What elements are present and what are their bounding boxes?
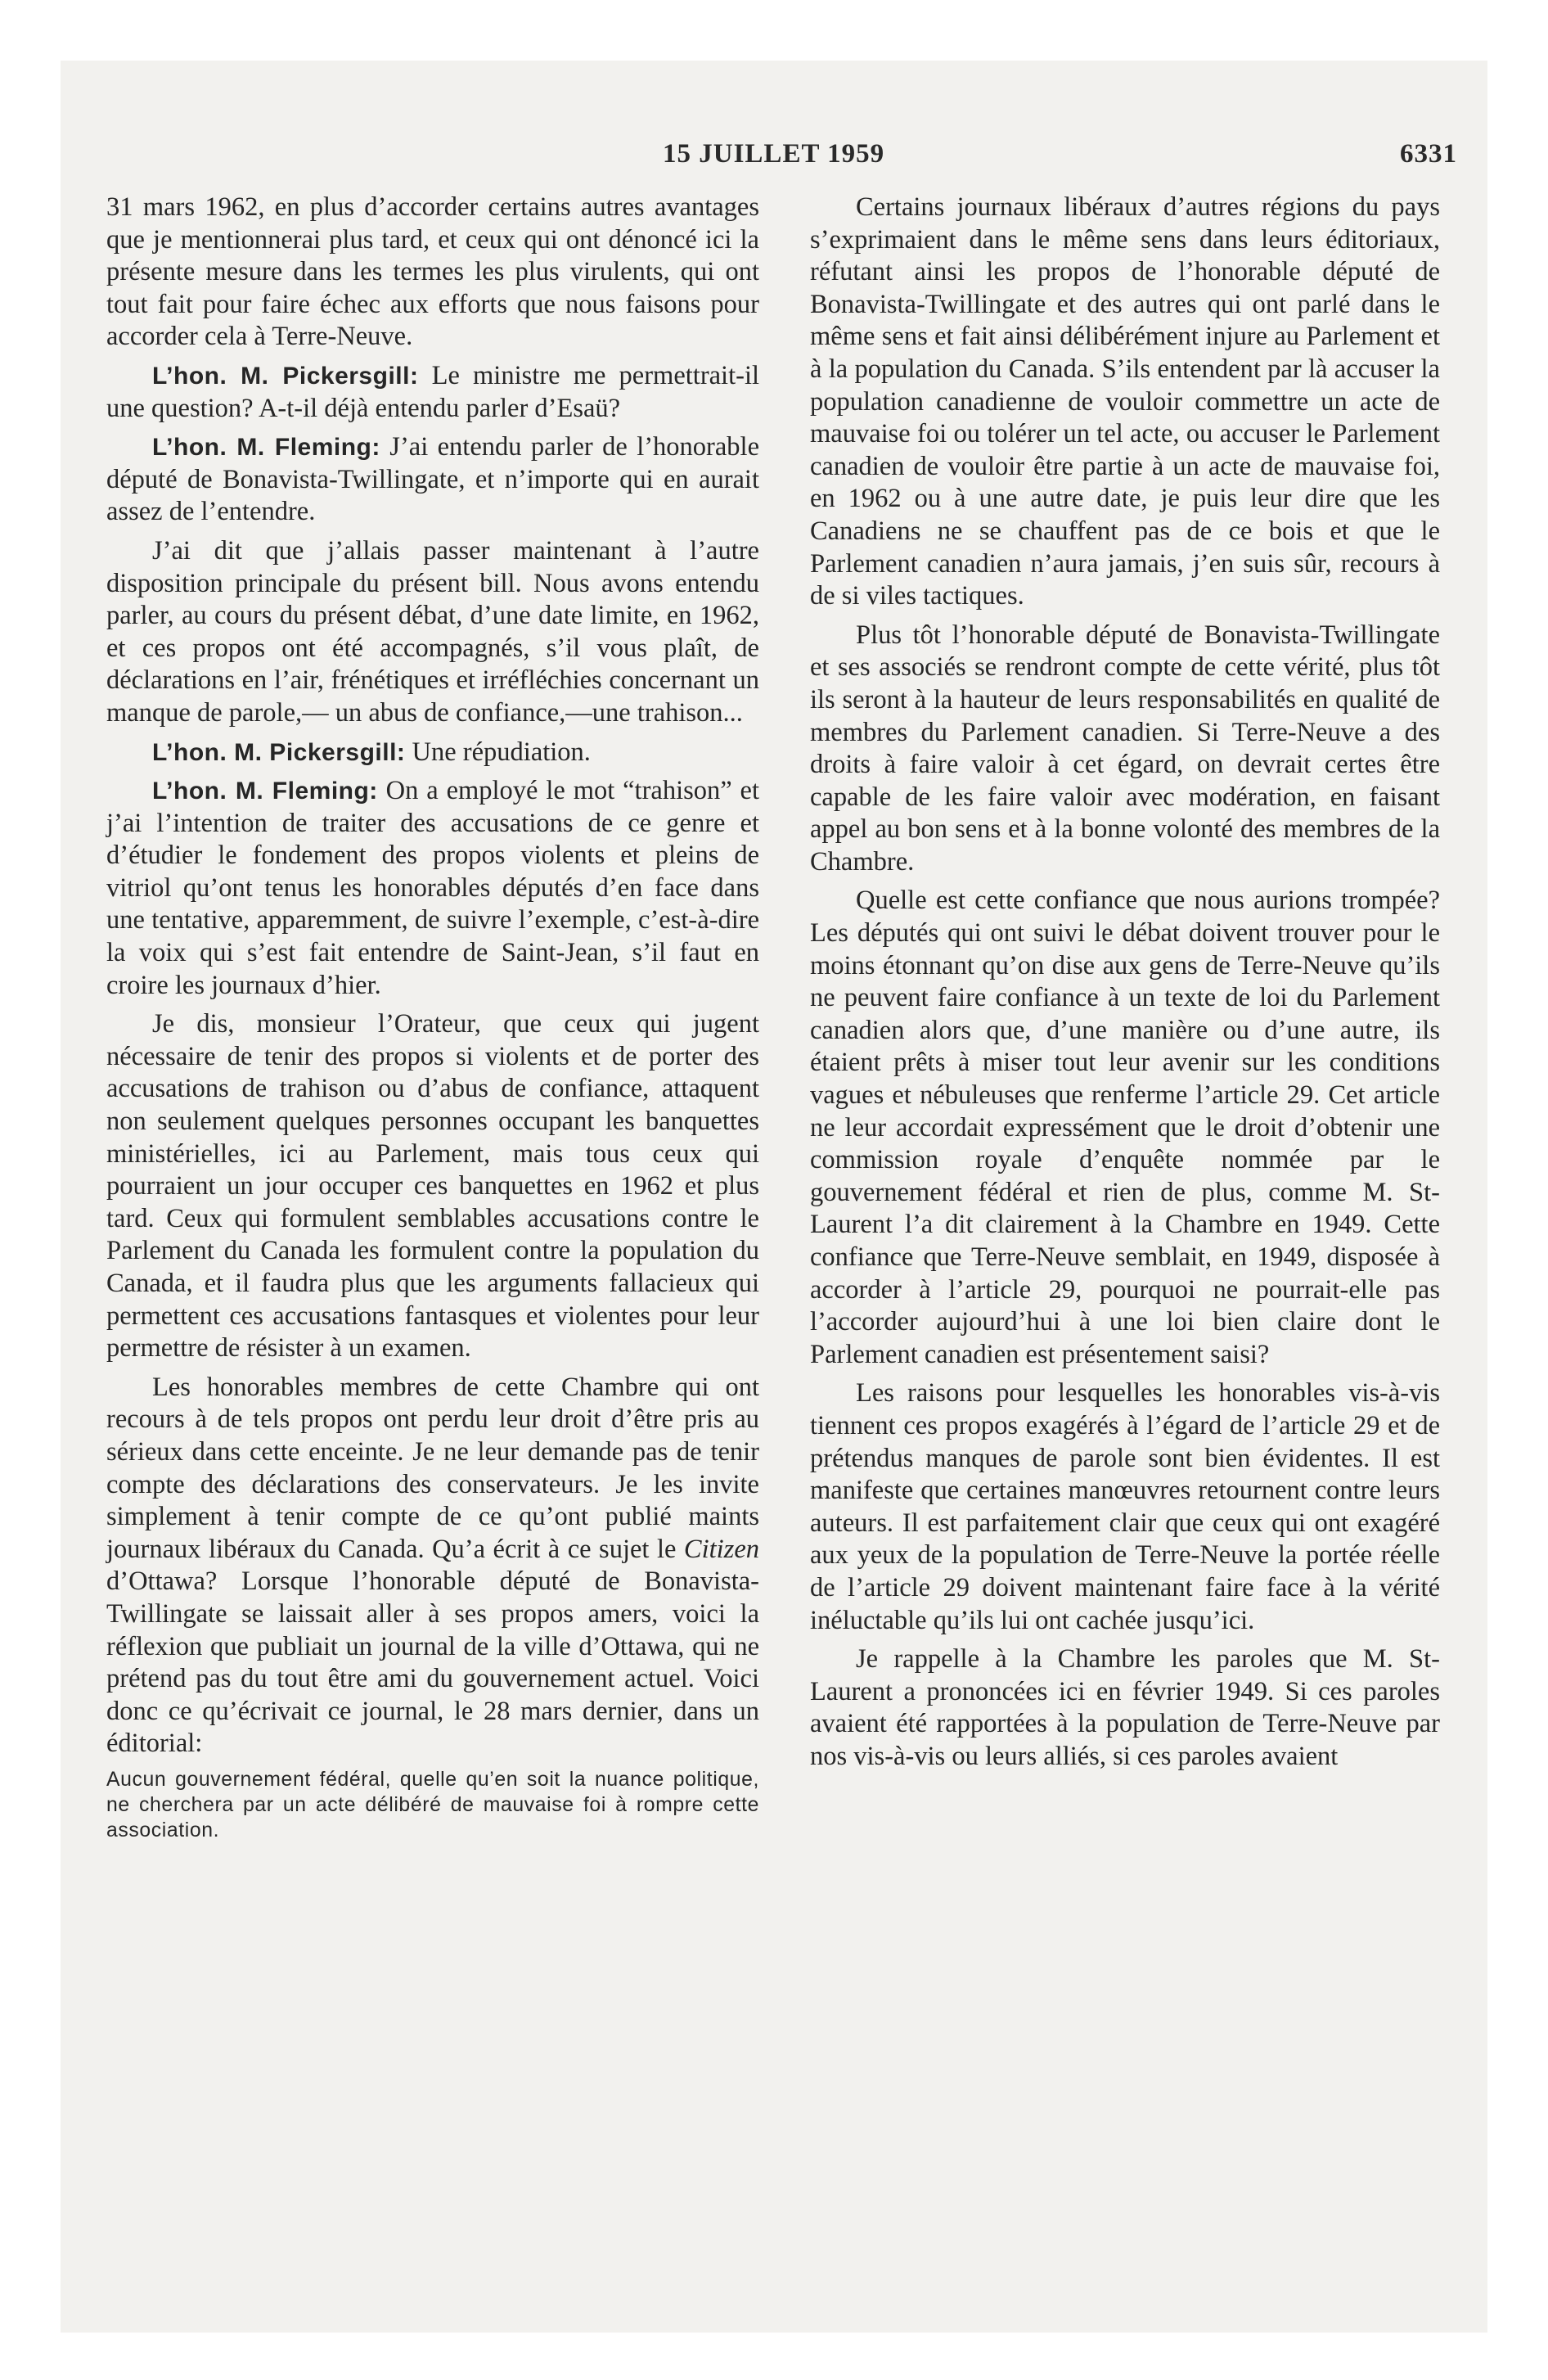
speaker-name: L’hon. M. Fleming: (152, 778, 378, 805)
speaker-name: L’hon. M. Pickersgill: (152, 362, 419, 390)
page-header (0, 79, 1548, 169)
paragraph (106, 1372, 759, 1760)
speech-text: J’ai entendu parler de l’honorable député de Bonavista-Twillingate, et n’importe qui en aurait assez de l’entendre. (106, 432, 760, 527)
speaker-name: L’hon. M. Pickersgill: (152, 738, 406, 766)
left-column (106, 192, 759, 1850)
speaker-name: L’hon. M. Fleming: (152, 434, 380, 462)
page-number: 6331 (1400, 139, 1457, 169)
paragraph: Quelle est cette confiance que nous aurions trompée? Les députés qui ont suivi le débat doivent trouver pour le moins étonnant qu’on dise aux gens de Terre-Neuve qu’ils ne peuvent faire confiance à un texte de loi du Parlement canadien alors que, d’une manière ou d’une autre, ils étaient prêts à miser tout leur avenir sur les conditions vagues et nébuleuses que renferme l’article 29. Cet article ne leur accordait expressément que le droit d’obtenir une commission royale d’enquête nommée par le gouvernement fédéral et rien de plus, comme M. St-Laurent l’a dit clairement à la Chambre en 1949. Cette confiance que Terre-Neuve semblait, en 1949, disposée à accorder à l’article 29, pourquoi ne pourrait-elle pas l’accorder aujourd’hui à une loi bien claire dont le Parlement canadien est présentement saisi? (810, 886, 1440, 1369)
paragraph: Je rappelle à la Chambre les paroles que M. St-Laurent a prononcées ici en février 1949. Si ces paroles avaient été rapportées à la population de Terre-Neuve par nos vis-à-vis ou leurs alliés, si ces paroles avaient (810, 1644, 1440, 1771)
right-column (810, 192, 1440, 1780)
header-date: 15 JUILLET 1959 (663, 139, 885, 169)
speech-text: On a employé le mot “trahison” et j’ai l’intention de traiter des accusations de ce genre et d’étudier le fondement des propos violents et pleins de vitriol qu’ont tenus les honorables députés d’en face dans une tentative, apparemment, de suivre l’exemple, c’est-à-dire la voix qui s’est fait entendre de Saint-Jean, s’il faut en croire les journaux d’hier. (106, 776, 760, 1000)
paragraph: 31 mars 1962, en plus d’accorder certains autres avantages que je mentionnerai plus tard, et ceux qui ont dénoncé ici la présente mesure dans les termes les plus virulents, qui ont tout fait pour faire échec aux efforts que nous faisons pour accorder cela à Terre-Neuve. (106, 192, 759, 352)
paragraph-text: d’Ottawa? Lorsque l’honorable député de Bonavista-Twillingate se laissait aller à ses propos amers, voici la réflexion que publiait un journal de la ville d’Ottawa, qui ne prétend pas du tout être ami du gouvernement actuel. Voici donc ce qu’écrivait ce journal, le 28 mars dernier, dans un éditorial: (106, 1566, 759, 1759)
paragraph (106, 775, 759, 1002)
paragraph: Plus tôt l’honorable député de Bonavista-Twillingate et ses associés se rendront compte de cette vérité, plus tôt ils seront à la hauteur de leurs responsabilités en qualité de membres du Parlement canadien. Si Terre-Neuve a des droits à faire valoir à cet égard, on devrait certes être capable de les faire valoir avec modération, en faisant appel au bon sens et à la bonne volonté des membres de la Chambre. (810, 620, 1440, 877)
paragraph: Les raisons pour lesquelles les honorables vis-à-vis tiennent ces propos exagérés à l’égard de l’article 29 et de prétendus manques de parole sont bien évidentes. Il est manifeste que certaines manœuvres retournent contre leurs auteurs. Il est parfaitement clair que ceux qui ont exagéré aux yeux de la population de Terre-Neuve la portée réelle de l’article 29 doivent maintenant faire face à la vérité inéluctable qu’ils lui ont cachée jusqu’ici. (810, 1378, 1440, 1635)
paragraph-text: Les honorables membres de cette Chambre qui ont recours à de tels propos ont perdu leur droit d’être pris au sérieux dans cette enceinte. Je ne leur demande pas de tenir compte des déclarations des conservateurs. Je les invite simplement à tenir compte de ce qu’ont publié maints journaux libéraux du Canada. Qu’a écrit à ce sujet le (106, 1372, 759, 1564)
paragraph (106, 737, 759, 769)
paragraph: Je dis, monsieur l’Orateur, que ceux qui jugent nécessaire de tenir des propos si violents et de porter des accusations de trahison ou d’abus de confiance, attaquent non seulement quelques personnes occupant les banquettes ministérielles, ici au Parlement, mais tous ceux qui pourraient un jour occuper ces banquettes en 1962 et plus tard. Ceux qui formulent semblables accusations contre le Parlement du Canada les formulent contre la population du Canada, et il faudra plus que les arguments fallacieux qui permettent ces accusations fantasques et violentes pour leur permettre de résister à un examen. (106, 1009, 759, 1364)
paragraph (106, 360, 759, 425)
paragraph: J’ai dit que j’allais passer maintenant à l’autre disposition principale du présent bill. Nous avons entendu parler, au cours du présent débat, d’une date limite, en 1962, et ces propos ont été accompagnés, s’il vous plaît, de déclarations en l’air, frénétiques et irréfléchies concernant un manque de parole,— un abus de confiance,—une trahison... (106, 535, 759, 728)
newspaper-title: Citizen (683, 1534, 759, 1564)
speech-text: Une répudiation. (405, 737, 591, 767)
paragraph: Certains journaux libéraux d’autres régions du pays s’exprimaient dans le même sens dans leurs éditoriaux, réfutant ainsi les propos de l’honorable député de Bonavista-Twillingate et des autres qui ont parlé dans le même sens et fait ainsi délibérément injure au Parlement et à la population du Canada. S’ils entendent par là accuser la population canadienne de vouloir commettre un acte de mauvaise foi ou tolérer un tel acte, ou accuser le Parlement canadien de vouloir être partie à un acte de mauvaise foi, en 1962 ou à une autre date, je puis leur dire que les Canadiens ne se chauffent pas de ce bois et que le Parlement canadien n’aura jamais, j’en suis sûr, recours à de si viles tactiques. (810, 192, 1440, 611)
speech-text: Le ministre me permettrait-il une question? A-t-il déjà entendu parler d’Esaü? (106, 360, 760, 423)
paragraph (106, 431, 759, 529)
editorial-quote: Aucun gouvernement fédéral, quelle qu’en soit la nuance politique, ne cherchera par un acte délibéré de mauvaise foi à rompre cette association. (106, 1768, 759, 1841)
